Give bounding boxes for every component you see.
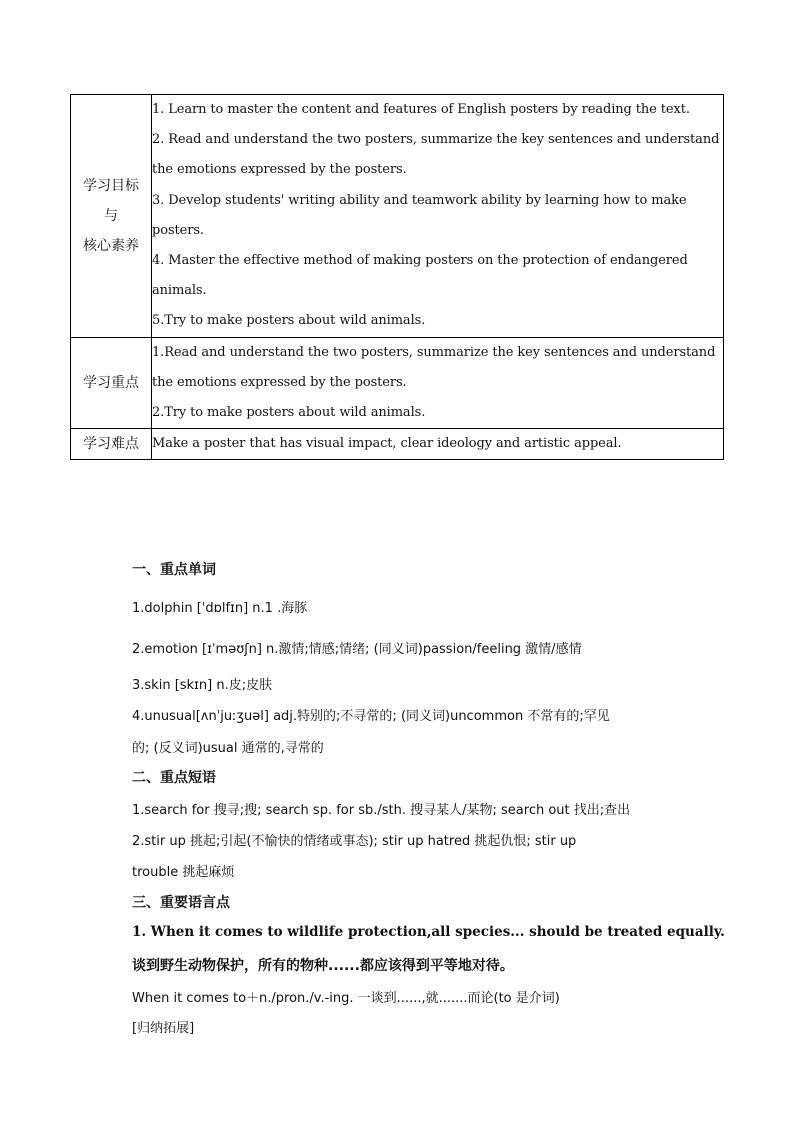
content-line: posters. — [152, 222, 204, 238]
table-row-objectives — [71, 95, 724, 338]
row-label-line: 与 — [104, 207, 118, 224]
row-content-difficulties — [152, 429, 724, 460]
row-label-objectives — [71, 95, 152, 338]
content-line: Make a poster that has visual impact, clear ideology and artistic appeal. — [152, 436, 622, 452]
learning-objectives-table — [70, 94, 724, 460]
content-line: 3. Develop students' writing ability and teamwork ability by learning how to make — [152, 192, 687, 208]
row-label-line: 学习目标 — [83, 177, 139, 194]
word-item: 4.unusual[ʌnˈjuːʒuəl] adj.特别的;不寻常的; (同义词)uncommon 不常有的;罕见 — [132, 709, 610, 724]
content-line: the emotions expressed by the posters. — [152, 162, 407, 178]
language-point-sentence: 1. When it comes to wildlife protection,all species... should be treated equally. — [132, 924, 725, 940]
row-label-difficulties — [71, 429, 152, 460]
table-row-key-points — [71, 337, 724, 429]
row-label-line: 核心素养 — [83, 237, 139, 254]
phrase-item: 1.search for 搜寻;搜; search sp. for sb./sth. 搜寻某人/某物; search out 找出;查出 — [132, 803, 631, 818]
row-label-line: 学习重点 — [83, 374, 139, 391]
word-item: 3.skin [skɪn] n.皮;皮肤 — [132, 678, 273, 693]
row-content-key-points — [152, 337, 724, 429]
row-content-objectives — [152, 95, 724, 338]
row-label-line: 学习难点 — [83, 436, 139, 453]
phrase-item: 2.stir up 挑起;引起(不愉快的情绪或事态); stir up hatred 挑起仇恨; stir up — [132, 834, 577, 849]
content-line: 1. Learn to master the content and features of English posters by reading the text. — [152, 102, 690, 117]
content-line: 4. Master the effective method of making posters on the protection of endangered — [152, 253, 688, 269]
content-line: 1.Read and understand the two posters, summarize the key sentences and understand — [152, 344, 716, 360]
section-heading-key-words: 一、重点单词 — [132, 562, 216, 578]
word-item: 1.dolphin [ˈdɒlfɪn] n.1 .海豚 — [132, 601, 308, 616]
content-line: 2.Try to make posters about wild animals. — [152, 405, 426, 421]
language-point-usage: When it comes to＋n./pron./v.-ing. 一谈到......,就.......而论(to 是介词) — [132, 991, 560, 1006]
content-line: 5.Try to make posters about wild animals. — [152, 313, 426, 329]
language-point-translation: 谈到野生动物保护，所有的物种......都应该得到平等地对待。 — [132, 958, 514, 974]
content-line: animals. — [152, 283, 207, 299]
phrase-item-continued: trouble 挑起麻烦 — [132, 865, 235, 880]
word-item: 2.emotion [ɪˈməʊʃn] n.激情;情感;情绪; (同义词)passion/feeling 激情/感情 — [132, 642, 582, 657]
section-heading-language-points: 三、重要语言点 — [132, 895, 230, 911]
word-item-continued: 的; (反义词)usual 通常的,寻常的 — [132, 741, 324, 756]
language-point-expand-label: [归纳拓展] — [132, 1021, 195, 1036]
table-row-difficulties — [71, 429, 724, 460]
content-line: the emotions expressed by the posters. — [152, 374, 407, 390]
content-line: 2. Read and understand the two posters, summarize the key sentences and understand — [152, 132, 720, 148]
section-heading-key-phrases: 二、重点短语 — [132, 770, 216, 786]
row-label-key-points — [71, 337, 152, 429]
